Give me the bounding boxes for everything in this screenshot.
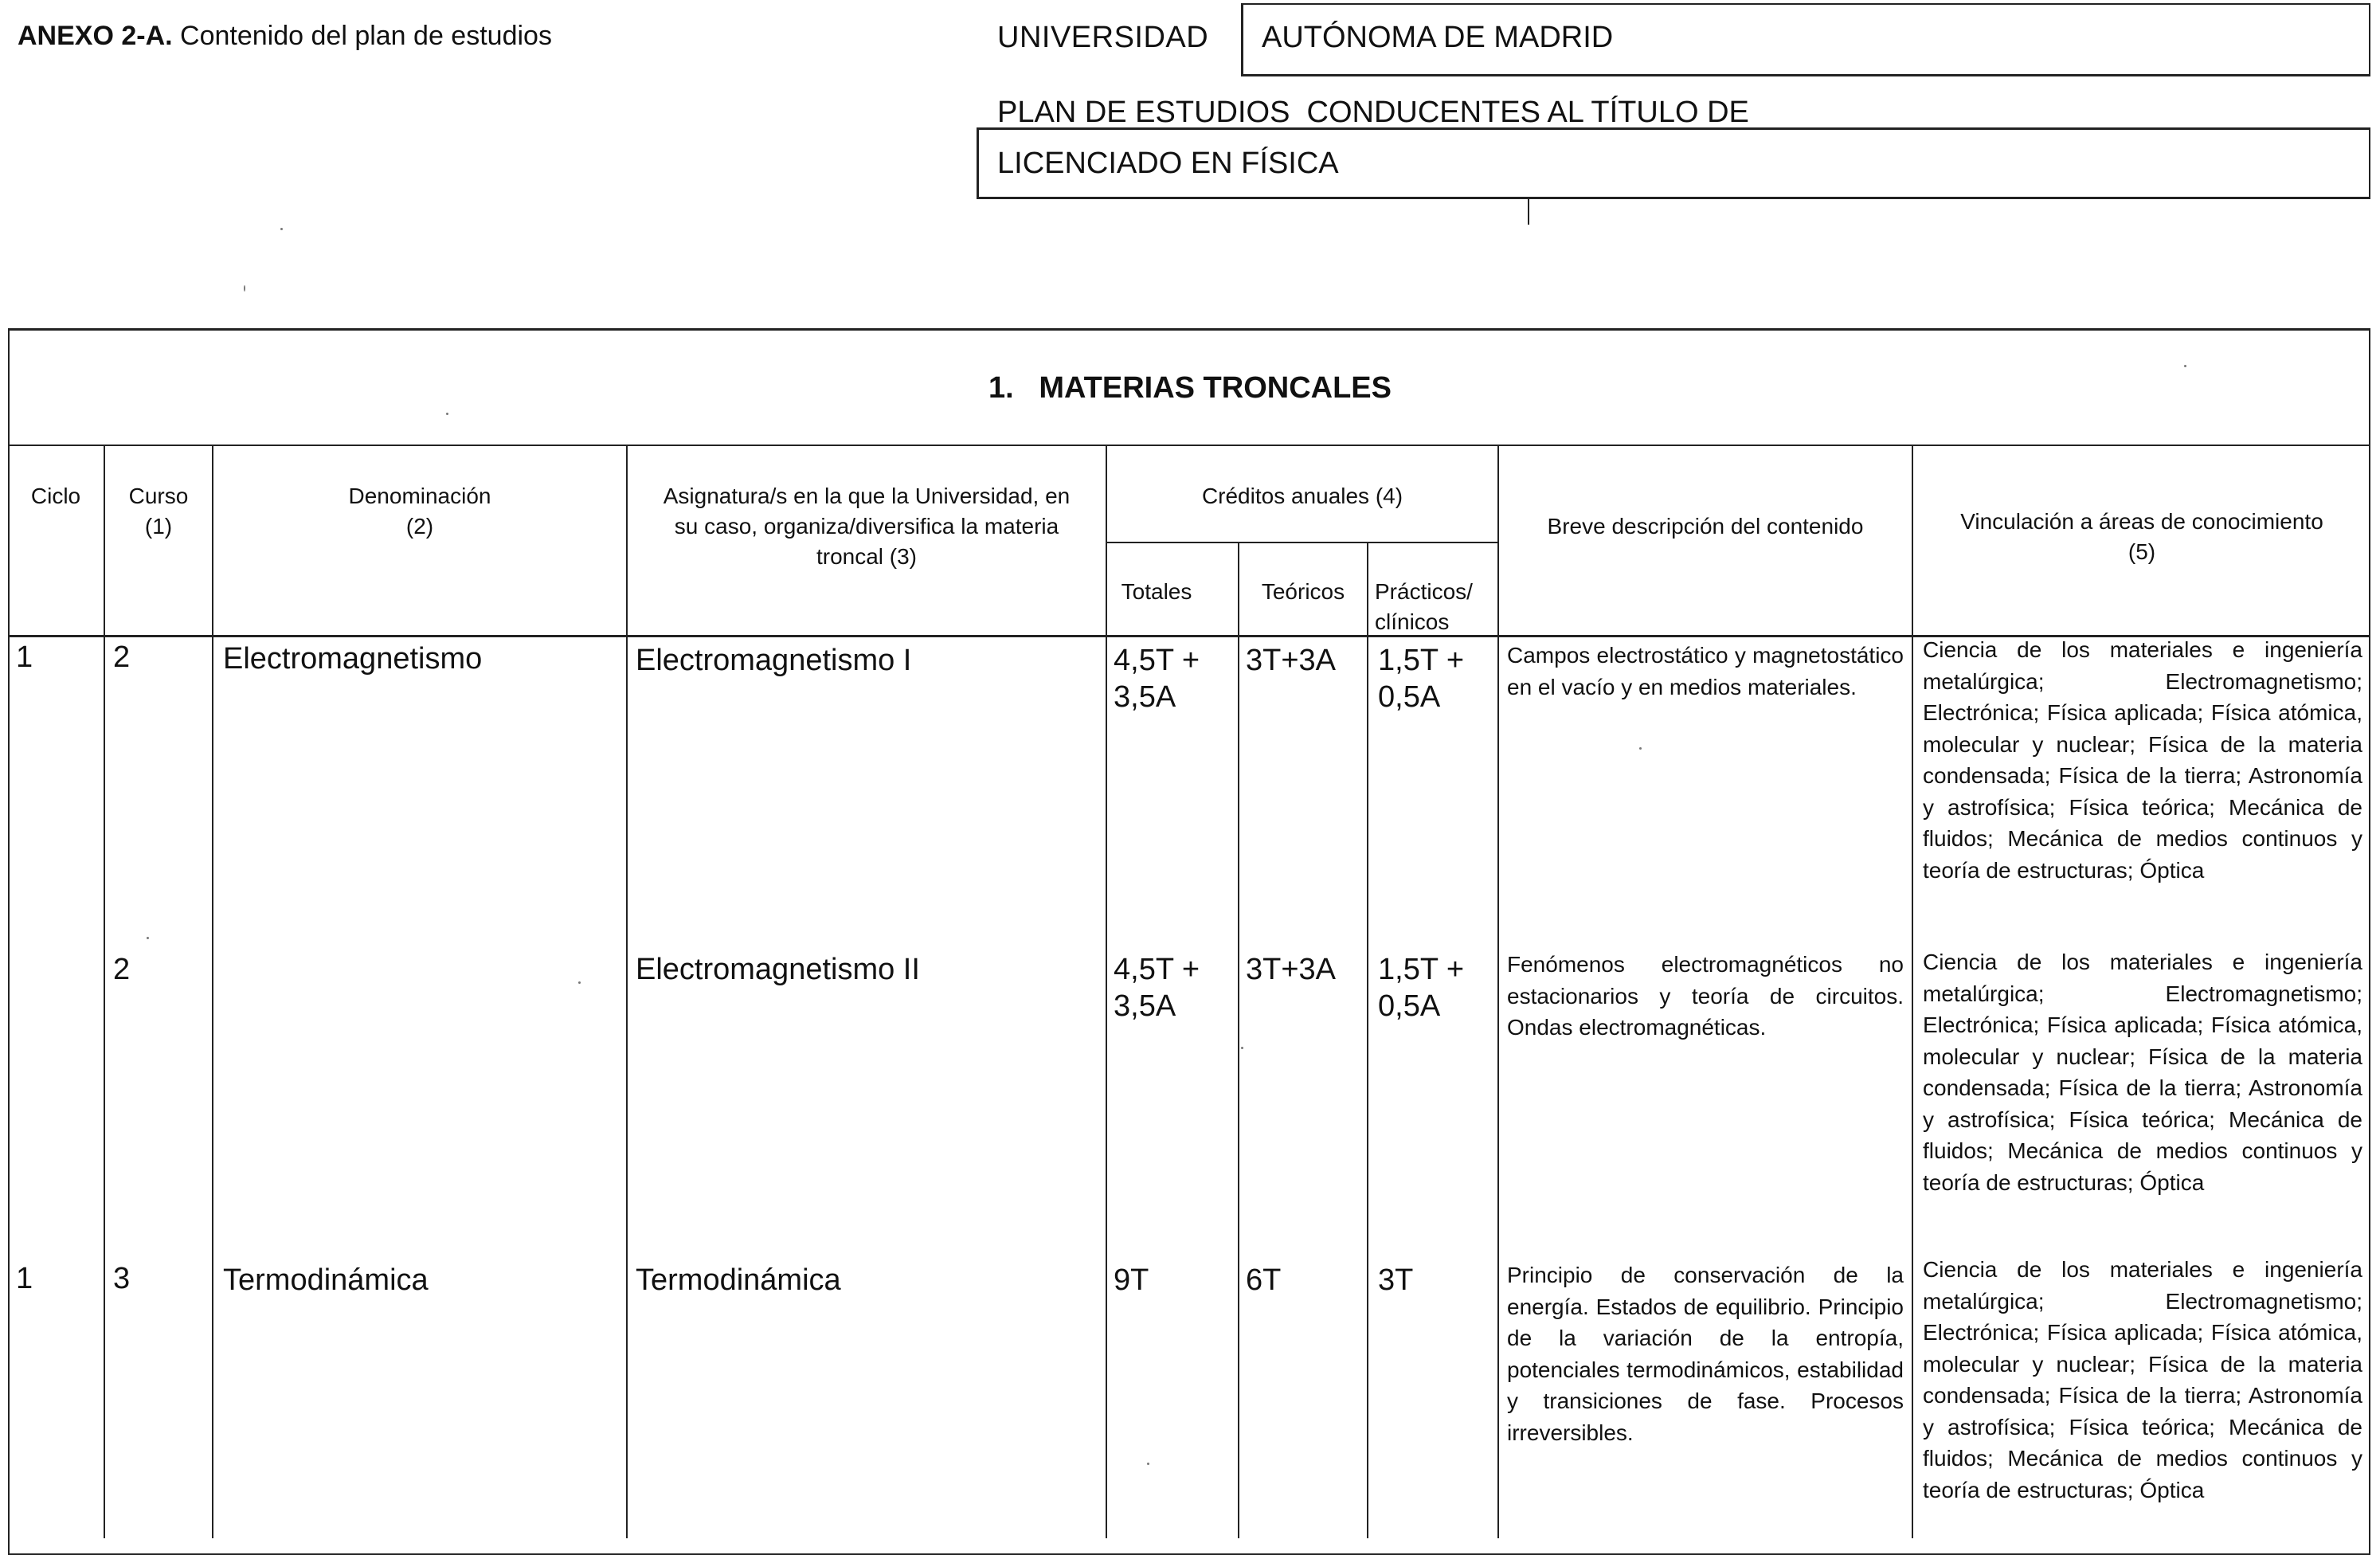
col-header-curso: Curso (1) [128, 484, 189, 539]
row3-totales: 9T [1114, 1263, 1149, 1297]
scan-speck [244, 285, 245, 292]
col-divider-asignatura [1106, 445, 1107, 1538]
row2-curso: 2 [113, 953, 131, 986]
row2-totales: 4,5T + 3,5A [1114, 953, 1200, 1023]
col-divider-teoricos [1367, 542, 1368, 1538]
annex-heading [18, 21, 552, 52]
university-name: AUTÓNOMA DE MADRID [1262, 21, 1614, 54]
row1-descripcion: Campos electrostático y magnetostático en el vacío y en medios materiales. [1507, 643, 1904, 699]
row3-curso: 3 [113, 1262, 131, 1295]
col-header-asignatura: Asignatura/s en la que la Universidad, en su caso, organiza/diversifica la materia troncal (3) [663, 484, 1071, 569]
col-divider-practicos [1497, 445, 1499, 1538]
col-divider-denominacion [626, 445, 628, 1538]
col-header-teoricos: Teóricos [1261, 579, 1345, 604]
header-top-rule [8, 445, 2370, 446]
scan-speck [280, 228, 283, 230]
row1-totales: 4,5T + 3,5A [1114, 644, 1200, 714]
scan-speck [147, 937, 149, 939]
scan-speck [446, 413, 448, 415]
col-header-vinculacion: Vinculación a áreas de conocimiento (5) [1960, 509, 2323, 564]
row3-teoricos: 6T [1246, 1263, 1282, 1297]
row1-curso: 2 [113, 640, 131, 674]
row3-descripcion: Principio de conservación de la energía. Estados de equilibrio. Principio de la variación de la entropía, potenciales termodinámicos, estabilidad y transiciones de fase. Procesos irreversibles. [1507, 1263, 1904, 1445]
row3-asignatura: Termodinámica [636, 1263, 841, 1297]
row1-vinculacion: Ciencia de los materiales e ingeniería metalúrgica; Electromagnetismo; Electrónica; Física aplicada; Física atómica, molecular y nuclear; Física de la materia condensada; Física de la tierra; Astronomía y astrofísica; Física teórica; Mecánica de fluidos; Mecánica de medios continuos y teoría de estructuras; Óptica [1923, 637, 2362, 883]
row2-descripcion: Fenómenos electromagnéticos no estacionarios y teoría de circuitos. Ondas electromagnéticas. [1507, 952, 1904, 1040]
annex-description: Contenido del plan de estudios [172, 21, 552, 51]
scan-speck [2184, 365, 2186, 367]
row1-teoricos: 3T+3A [1246, 644, 1337, 677]
col-divider-curso [212, 445, 213, 1538]
col-header-creditos: Créditos anuales (4) [1201, 484, 1403, 508]
col-divider-descripcion [1912, 445, 1913, 1538]
plan-label: PLAN DE ESTUDIOS CONDUCENTES AL TÍTULO DE [997, 96, 1749, 129]
section-title: 1. MATERIAS TRONCALES [988, 371, 1392, 405]
row2-vinculacion: Ciencia de los materiales e ingeniería metalúrgica; Electromagnetismo; Electrónica; Física aplicada; Física atómica, molecular y nuclear; Física de la materia condensada; Física de la tierra; Astronomía y astrofísica; Física teórica; Mecánica de fluidos; Mecánica de medios continuos y teoría de estructuras; Óptica [1923, 950, 2362, 1195]
degree-title: LICENCIADO EN FÍSICA [997, 147, 1339, 180]
row1-practicos: 1,5T + 0,5A [1378, 644, 1465, 714]
col-header-totales: Totales [1121, 579, 1192, 604]
col-header-practicos: Prácticos/ clínicos [1375, 579, 1473, 634]
row3-vinculacion: Ciencia de los materiales e ingeniería metalúrgica; Electromagnetismo; Electrónica; Física aplicada; Física atómica, molecular y nuclear; Física de la materia condensada; Física de la tierra; Astronomía y astrofísica; Física teórica; Mecánica de fluidos; Mecánica de medios continuos y teoría de estructuras; Óptica [1923, 1257, 2362, 1502]
scan-speck [1241, 1047, 1243, 1049]
title-box-tick [1528, 199, 1529, 225]
row1-asignatura: Electromagnetismo I [636, 644, 912, 677]
row3-practicos: 3T [1378, 1263, 1414, 1297]
scan-speck [578, 981, 581, 984]
row3-denominacion: Termodinámica [223, 1263, 429, 1297]
scan-speck [1639, 747, 1642, 750]
row2-practicos: 1,5T + 0,5A [1378, 953, 1465, 1023]
scan-speck [1147, 1463, 1149, 1465]
col-divider-ciclo [104, 445, 105, 1538]
row3-ciclo: 1 [16, 1262, 33, 1295]
col-header-descripcion: Breve descripción del contenido [1547, 514, 1864, 539]
col-header-denominacion: Denominación (2) [348, 484, 491, 539]
annex-label: ANEXO 2-A. [18, 21, 173, 51]
row1-ciclo: 1 [16, 640, 33, 674]
row2-asignatura: Electromagnetismo II [636, 953, 920, 986]
row1-denominacion: Electromagnetismo [223, 642, 483, 676]
col-divider-totales [1238, 542, 1239, 1538]
university-label: UNIVERSIDAD [997, 21, 1209, 54]
credits-sub-rule [1106, 542, 1497, 543]
row2-teoricos: 3T+3A [1246, 953, 1337, 986]
col-header-ciclo: Ciclo [30, 484, 81, 508]
